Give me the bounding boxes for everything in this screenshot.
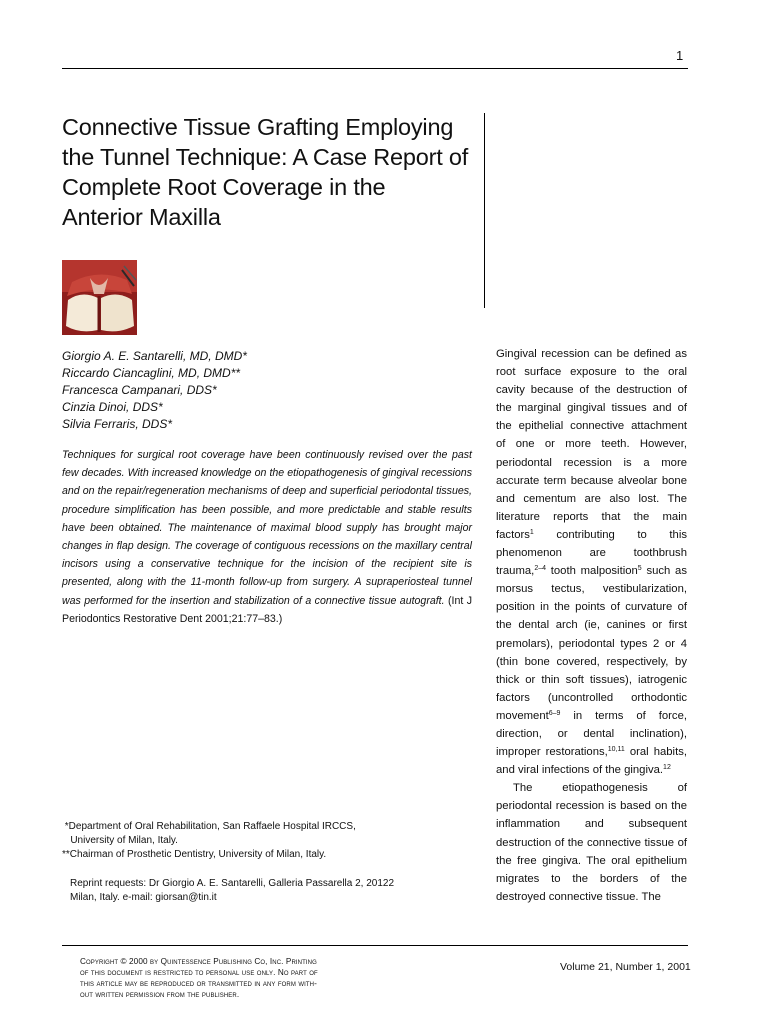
body-column: [496, 345, 687, 906]
body-text: Gingival recession can be defined as root surface exposure to the oral cavity because of the destruction of the marginal gingival tissues and of the epithelial connective attachment of one or more teeth. However, periodontal recession is a more accurate term because alveolar bone and cementum are also lost. The literature reports that the main factors: [496, 348, 687, 541]
body-text: tooth malposition: [546, 565, 638, 578]
title-line: Complete Root Coverage in the: [62, 174, 386, 200]
reference-superscript: 2–4: [534, 565, 546, 573]
reference-superscript: 10,11: [607, 746, 625, 754]
copyright-line: out written permission from the publisher.: [80, 990, 240, 999]
reprint-requests: [70, 877, 480, 905]
author: Cinzia Dinoi, DDS*: [62, 400, 163, 414]
reference-superscript: 5: [637, 565, 642, 573]
volume-info: Volume 21, Number 1, 2001: [560, 961, 691, 973]
reference-superscript: 12: [663, 764, 671, 772]
author: Silvia Ferraris, DDS*: [62, 417, 173, 431]
reference-superscript: 6–9: [548, 709, 561, 717]
reprint-line: Milan, Italy. e-mail: giorsan@tin.it: [70, 892, 217, 903]
clinical-photo-thumbnail: [62, 260, 137, 335]
reprint-line: Reprint requests: Dr Giorgio A. E. Santarelli, Galleria Passarella 2, 20122: [70, 878, 395, 889]
author: Giorgio A. E. Santarelli, MD, DMD*: [62, 349, 247, 363]
copyright-line: Copyright © 2000 by Quintessence Publishing Co, Inc. Printing: [80, 957, 317, 966]
affiliations: [62, 820, 482, 862]
abstract: [62, 446, 472, 628]
author: Riccardo Ciancaglini, MD, DMD**: [62, 366, 241, 380]
body-text: contributing to this phenomenon are toothbrush trauma,: [496, 528, 687, 578]
article-title: [62, 112, 472, 232]
page-number: 1: [676, 48, 684, 63]
body-text: oral habits, and viral infections of the gingiva.: [496, 746, 687, 777]
author-list: [62, 348, 482, 433]
abstract-text: Techniques for surgical root coverage have been continuously revised over the past few decades. With increased knowledge on the etiopathogenesis of gingival recessions and on the repair/regeneration mechanisms of deep and superficial periodontal tissues, procedure simplification has been possible, and more predictable and stable results have been obtained. The maintenance of maximal blood supply has brought major changes in flap design. The coverage of contiguous recessions on the maxillary central incisors using a conservative technique for the incision of the recipient site is presented, along with the 11-month follow-up from surgery. A supraperiosteal tunnel was performed for the insertion and stabilization of a connective tissue autograft.: [62, 449, 472, 607]
reference-superscript: 1: [529, 528, 534, 536]
title-line: Connective Tissue Grafting Employing: [62, 114, 454, 140]
header-rule: [62, 68, 688, 69]
copyright-notice: [80, 956, 380, 1000]
title-line: the Tunnel Technique: A Case Report of: [62, 144, 469, 170]
affiliation-line: *Department of Oral Rehabilitation, San Raffaele Hospital IRCCS,: [62, 821, 356, 832]
copyright-line: this article may be reproduced or transmitted in any form with-: [80, 979, 317, 988]
author: Francesca Campanari, DDS*: [62, 383, 217, 397]
body-paragraph: [496, 345, 687, 779]
column-divider: [484, 113, 485, 308]
body-text: in terms of force, direction, or dental inclination), improper restorations,: [496, 709, 687, 759]
abstract-citation: (Int J Periodontics Restorative Dent 2001;21:77–83.): [62, 594, 473, 625]
affiliation-line: **Chairman of Prosthetic Dentistry, University of Milan, Italy.: [62, 849, 327, 860]
affiliation-line: University of Milan, Italy.: [62, 835, 178, 846]
copyright-line: of this document is restricted to personal use only. No part of: [80, 968, 318, 977]
body-text: such as morsus tectus, vestibularization, position in the points of curvature of the dental arch (ie, canines or first premolars), periodontal types 2 or 4 (thin bone covered, respectively, by thick or thin soft tissues), iatrogenic factors (uncontrolled orthodontic movement: [496, 565, 687, 722]
footer-rule: [62, 945, 688, 946]
body-paragraph: The etiopathogenesis of periodontal recession is based on the inflammation and subsequent destruction of the connective tissue of the free gingiva. The oral epithelium migrates to the borders of the destroyed connective tissue. The: [496, 782, 687, 903]
title-line: Anterior Maxilla: [62, 204, 221, 230]
